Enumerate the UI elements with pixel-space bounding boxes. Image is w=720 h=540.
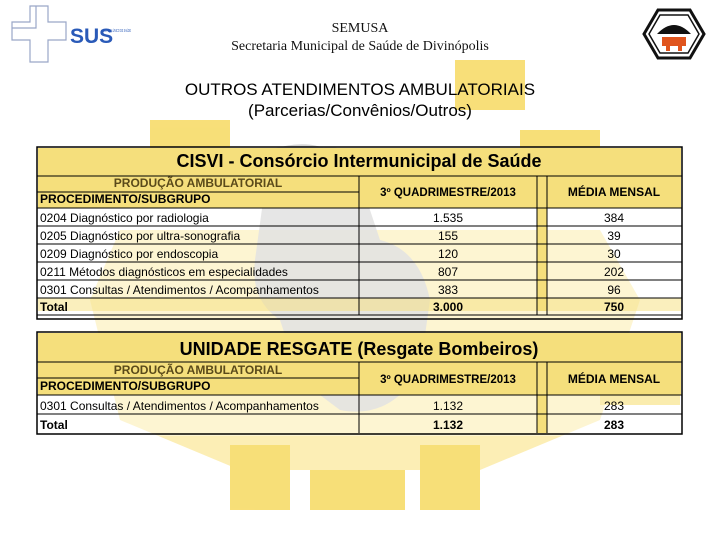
total-monthly: 283 bbox=[603, 418, 625, 432]
sus-logo-text: SUS bbox=[70, 25, 114, 48]
org-short-name: SEMUSA bbox=[331, 21, 389, 36]
table-row bbox=[40, 283, 621, 297]
period-cell: 383 bbox=[437, 283, 459, 297]
monthly-cell: 283 bbox=[603, 399, 625, 413]
period-cell: 807 bbox=[437, 265, 459, 279]
page-subtitle: (Parcerias/Convênios/Outros) bbox=[248, 101, 472, 120]
period-cell: 1.132 bbox=[432, 399, 464, 413]
section-2-title: UNIDADE RESGATE (Resgate Bombeiros) bbox=[179, 339, 539, 359]
production-table bbox=[37, 147, 682, 436]
procedure-cell: 0209 Diagnóstico por endoscopia bbox=[40, 247, 219, 261]
section-1-procedure-header: PROCEDIMENTO/SUBGRUPO bbox=[40, 192, 211, 206]
procedure-cell: 0301 Consultas / Atendimentos / Acompanhamentos bbox=[40, 283, 319, 297]
section-1-production-header: PRODUÇÃO AMBULATORIAL bbox=[113, 176, 283, 190]
monthly-cell: 39 bbox=[607, 229, 621, 243]
section-1-period-header: 3º QUADRIMESTRE/2013 bbox=[380, 187, 516, 199]
org-full-name: Secretaria Municipal de Saúde de Divinópolis bbox=[231, 39, 489, 54]
total-monthly: 750 bbox=[603, 300, 625, 314]
procedure-cell: 0301 Consultas / Atendimentos / Acompanhamentos bbox=[40, 399, 319, 413]
sus-tagline: SISTEMA ÚNICO DE SAÚDE bbox=[103, 28, 164, 33]
section-2-period-header: 3º QUADRIMESTRE/2013 bbox=[380, 374, 516, 386]
page-header bbox=[0, 0, 720, 140]
total-period: 1.132 bbox=[432, 418, 464, 432]
period-cell: 120 bbox=[437, 247, 459, 261]
section-2-production-header: PRODUÇÃO AMBULATORIAL bbox=[113, 363, 283, 377]
total-label: Total bbox=[40, 300, 68, 314]
procedure-cell: 0205 Diagnóstico por ultra-sonografia bbox=[40, 229, 241, 243]
period-cell: 155 bbox=[437, 229, 459, 243]
municipal-emblem-icon bbox=[642, 8, 706, 60]
monthly-cell: 96 bbox=[607, 283, 621, 297]
table-row bbox=[40, 247, 621, 261]
total-label: Total bbox=[40, 418, 68, 432]
monthly-cell: 30 bbox=[607, 247, 621, 261]
page-title: OUTROS ATENDIMENTOS AMBULATORIAIS bbox=[184, 80, 536, 99]
section-1-monthly-header: MÉDIA MENSAL bbox=[567, 185, 661, 199]
total-period: 3.000 bbox=[432, 300, 464, 314]
procedure-cell: 0204 Diagnóstico por radiologia bbox=[40, 211, 209, 225]
monthly-cell: 202 bbox=[603, 265, 625, 279]
procedure-cell: 0211 Métodos diagnósticos em especialidades bbox=[40, 265, 288, 279]
section-1-title: CISVI - Consórcio Intermunicipal de Saúde bbox=[176, 151, 542, 171]
section-2-procedure-header: PROCEDIMENTO/SUBGRUPO bbox=[40, 379, 211, 393]
section-2-monthly-header: MÉDIA MENSAL bbox=[567, 372, 661, 386]
monthly-cell: 384 bbox=[603, 211, 625, 225]
period-cell: 1.535 bbox=[432, 211, 464, 225]
table-row bbox=[40, 229, 621, 243]
